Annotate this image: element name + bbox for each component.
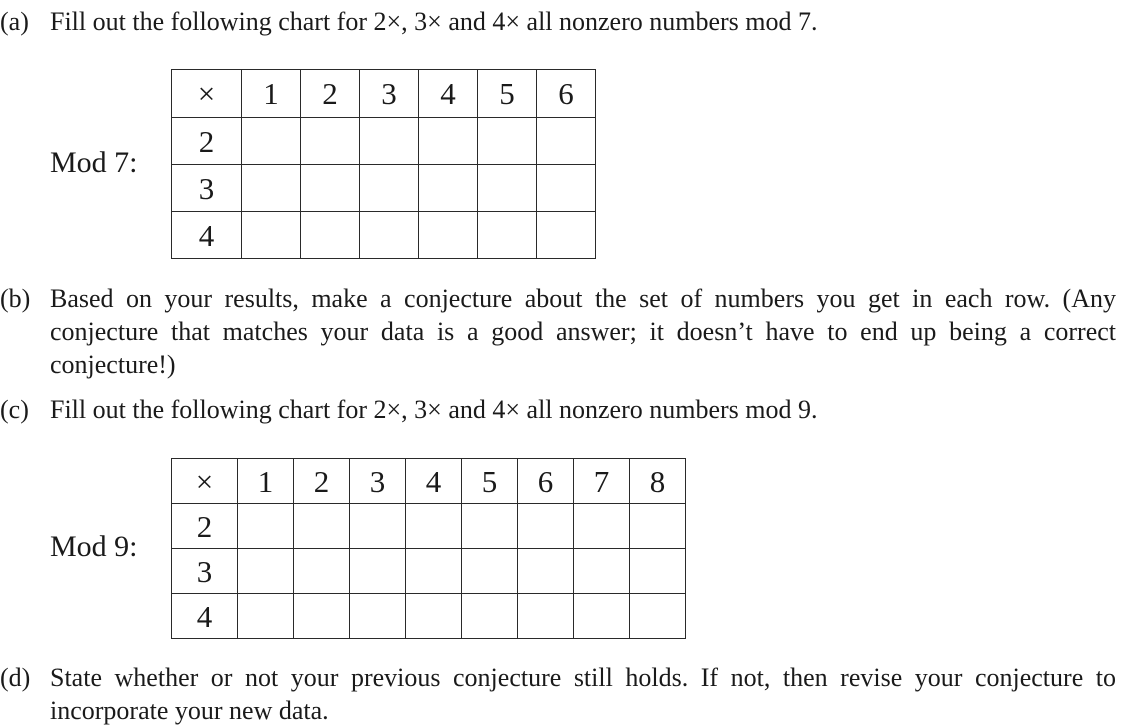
answer-cell[interactable] [574, 504, 630, 549]
row-header: 3 [172, 165, 242, 212]
answer-cell[interactable] [518, 504, 574, 549]
column-header: 4 [419, 70, 478, 118]
part-d-label: (d) [0, 663, 31, 692]
answer-cell[interactable] [419, 118, 478, 165]
table-row [172, 504, 686, 549]
answer-cell[interactable] [350, 549, 406, 594]
answer-cell[interactable] [630, 594, 686, 639]
answer-cell[interactable] [301, 212, 360, 259]
answer-cell[interactable] [301, 165, 360, 212]
corner-cell: × [172, 459, 238, 504]
mod9-table [171, 458, 686, 639]
part-b [0, 282, 1116, 381]
answer-cell[interactable] [242, 118, 301, 165]
answer-cell[interactable] [242, 212, 301, 259]
answer-cell[interactable] [419, 212, 478, 259]
answer-cell[interactable] [360, 165, 419, 212]
mod7-table [171, 69, 596, 259]
part-b-text: Based on your results, make a conjecture about the set of numbers you get in each row. (Any conjecture that matches your data is a good answer; it doesn’t have to end up being a correct conjecture!) [50, 284, 1116, 379]
answer-cell[interactable] [574, 594, 630, 639]
part-d [0, 661, 1116, 727]
answer-cell[interactable] [238, 549, 294, 594]
answer-cell[interactable] [462, 549, 518, 594]
part-c [0, 393, 1116, 426]
answer-cell[interactable] [242, 165, 301, 212]
row-header: 2 [172, 504, 238, 549]
row-header: 4 [172, 594, 238, 639]
answer-cell[interactable] [630, 549, 686, 594]
table-header-row [172, 70, 596, 118]
row-header: 2 [172, 118, 242, 165]
table-row [172, 549, 686, 594]
column-header: 1 [242, 70, 301, 118]
answer-cell[interactable] [350, 504, 406, 549]
answer-cell[interactable] [630, 504, 686, 549]
row-header: 3 [172, 549, 238, 594]
column-header: 6 [518, 459, 574, 504]
table-row [172, 594, 686, 639]
column-header: 6 [537, 70, 596, 118]
part-a-label: (a) [0, 7, 29, 36]
column-header: 7 [574, 459, 630, 504]
answer-cell[interactable] [350, 594, 406, 639]
part-d-text: State whether or not your previous conjecture still holds. If not, then revise your conjecture to incorporate your new data. [50, 663, 1116, 725]
mod7-label: Mod 7: [50, 146, 138, 179]
answer-cell[interactable] [294, 549, 350, 594]
answer-cell[interactable] [360, 212, 419, 259]
answer-cell[interactable] [518, 549, 574, 594]
answer-cell[interactable] [478, 118, 537, 165]
answer-cell[interactable] [518, 594, 574, 639]
answer-cell[interactable] [419, 165, 478, 212]
answer-cell[interactable] [294, 594, 350, 639]
answer-cell[interactable] [406, 594, 462, 639]
answer-cell[interactable] [238, 594, 294, 639]
part-c-label: (c) [0, 395, 29, 424]
row-header: 4 [172, 212, 242, 259]
answer-cell[interactable] [406, 549, 462, 594]
column-header: 4 [406, 459, 462, 504]
mod9-label: Mod 9: [50, 530, 138, 563]
answer-cell[interactable] [462, 504, 518, 549]
column-header: 5 [462, 459, 518, 504]
table-row [172, 165, 596, 212]
answer-cell[interactable] [238, 504, 294, 549]
answer-cell[interactable] [478, 165, 537, 212]
column-header: 2 [301, 70, 360, 118]
part-c-text: Fill out the following chart for 2×, 3× and 4× all nonzero numbers mod 9. [50, 395, 818, 424]
answer-cell[interactable] [294, 504, 350, 549]
answer-cell[interactable] [301, 118, 360, 165]
table-header-row [172, 459, 686, 504]
column-header: 1 [238, 459, 294, 504]
part-a-text: Fill out the following chart for 2×, 3× and 4× all nonzero numbers mod 7. [50, 7, 818, 36]
answer-cell[interactable] [537, 212, 596, 259]
answer-cell[interactable] [360, 118, 419, 165]
table-row [172, 212, 596, 259]
column-header: 5 [478, 70, 537, 118]
part-b-label: (b) [0, 284, 31, 313]
answer-cell[interactable] [537, 118, 596, 165]
answer-cell[interactable] [406, 504, 462, 549]
answer-cell[interactable] [462, 594, 518, 639]
answer-cell[interactable] [537, 165, 596, 212]
part-a [0, 5, 1116, 38]
answer-cell[interactable] [574, 549, 630, 594]
corner-cell: × [172, 70, 242, 118]
column-header: 3 [360, 70, 419, 118]
column-header: 8 [630, 459, 686, 504]
column-header: 3 [350, 459, 406, 504]
answer-cell[interactable] [478, 212, 537, 259]
table-row [172, 118, 596, 165]
column-header: 2 [294, 459, 350, 504]
